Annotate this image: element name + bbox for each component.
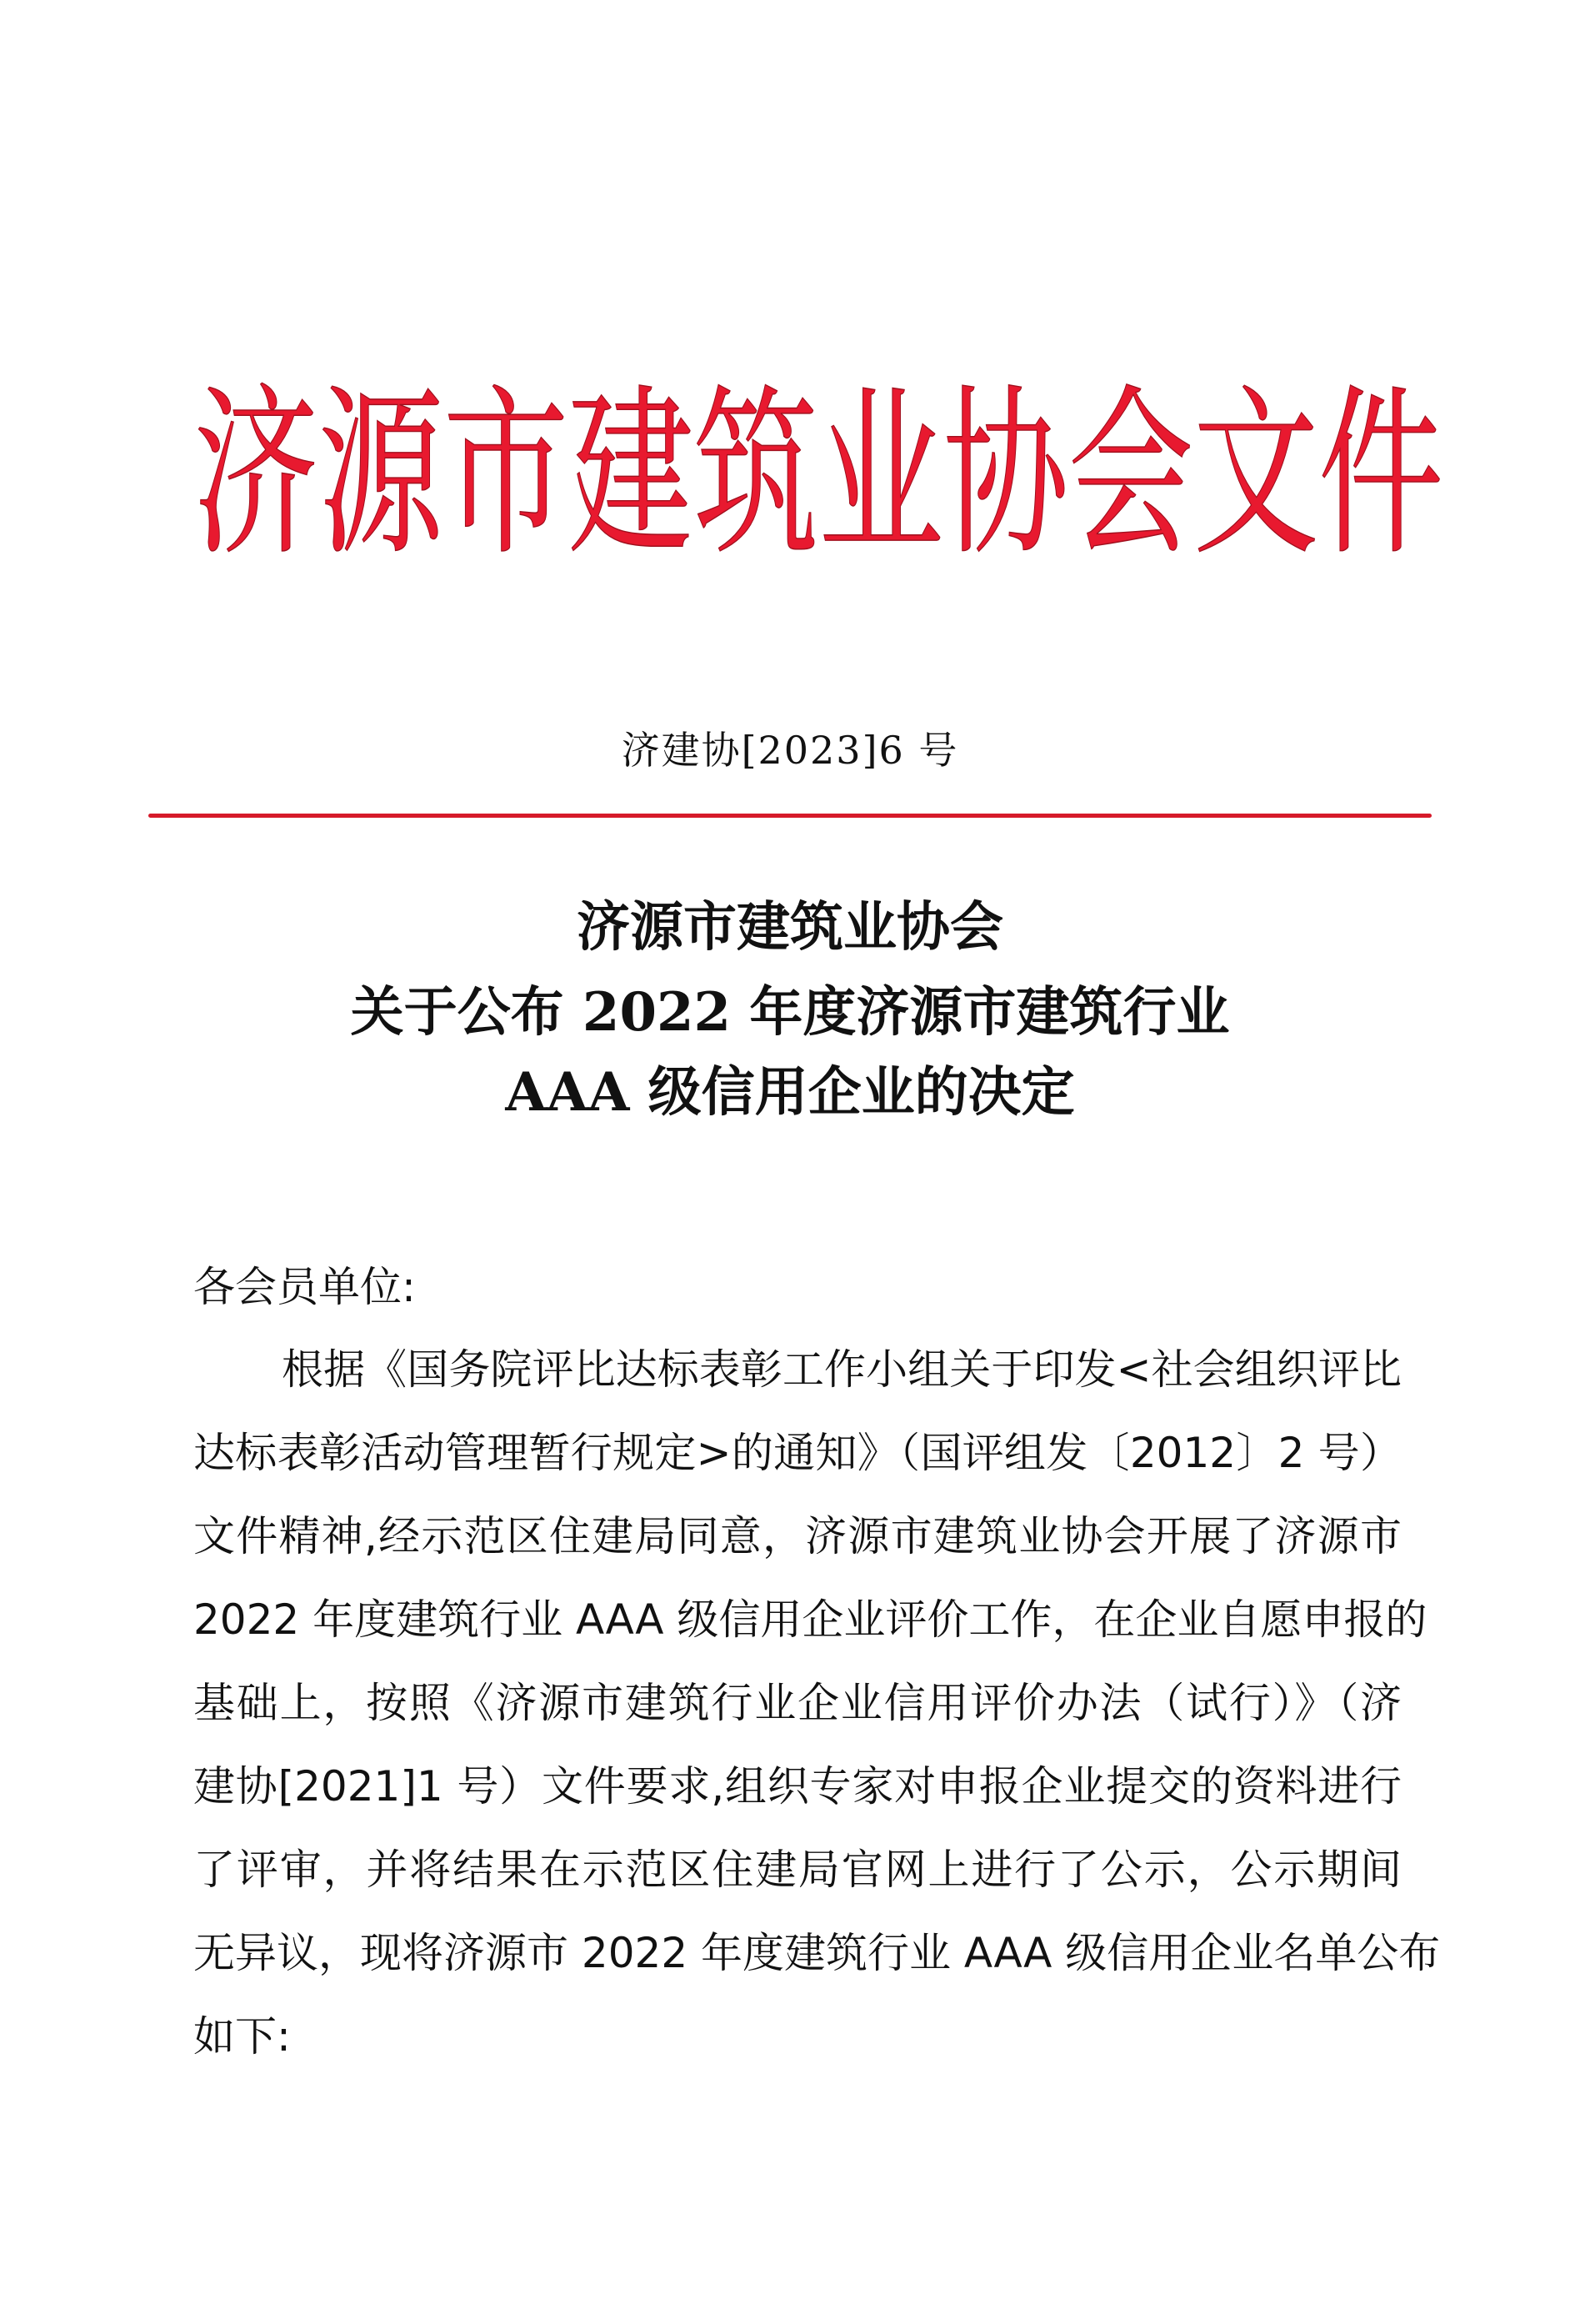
red-letterhead-title [193, 369, 1444, 581]
letterhead-char: 济 [193, 369, 319, 581]
body-line: 达标表彰活动管理暂行规定>的通知》（国评组发〔2012〕2 号） [193, 1429, 1402, 1477]
body-line: 无异议，现将济源市 2022 年度建筑行业 AAA 级信用企业名单公布 [193, 1929, 1441, 1977]
letterhead-char: 市 [443, 369, 569, 581]
body-line: 文件精神,经示范区住建局同意，济源市建筑业协会开展了济源市 [193, 1512, 1402, 1560]
document-title-line-2: 关于公布 2022 年度济源市建筑行业 [350, 981, 1230, 1044]
letterhead-char: 建 [568, 369, 694, 581]
body-line: 根据《国务院评比达标表彰工作小组关于印发<社会组织评比 [282, 1345, 1402, 1394]
body-line: 2022 年度建筑行业 AAA 级信用企业评价工作，在企业自愿申报的 [193, 1595, 1428, 1644]
red-divider-rule [148, 814, 1432, 818]
document-number: 济建协[2023]6 号 [621, 728, 959, 773]
salutation: 各会员单位: [193, 1263, 416, 1311]
body-line: 如下: [193, 2012, 291, 2061]
letterhead-char: 业 [818, 369, 944, 581]
body-line: 建协[2021]1 号）文件要求,组织专家对申报企业提交的资料进行 [193, 1762, 1402, 1811]
letterhead-char: 源 [318, 369, 444, 581]
body-line: 了评审，并将结果在示范区住建局官网上进行了公示，公示期间 [193, 1846, 1402, 1894]
letterhead-char: 件 [1318, 369, 1444, 581]
document-title-line-1: 济源市建筑业协会 [577, 896, 1003, 959]
letterhead-char: 筑 [693, 369, 819, 581]
body-line: 基础上，按照《济源市建筑行业企业信用评价办法（试行）》（济 [193, 1679, 1402, 1727]
letterhead-char: 会 [1068, 369, 1194, 581]
document-title-line-3: AAA 级信用企业的决定 [505, 1061, 1075, 1124]
letterhead-char: 文 [1193, 369, 1319, 581]
letterhead-char: 协 [943, 369, 1069, 581]
